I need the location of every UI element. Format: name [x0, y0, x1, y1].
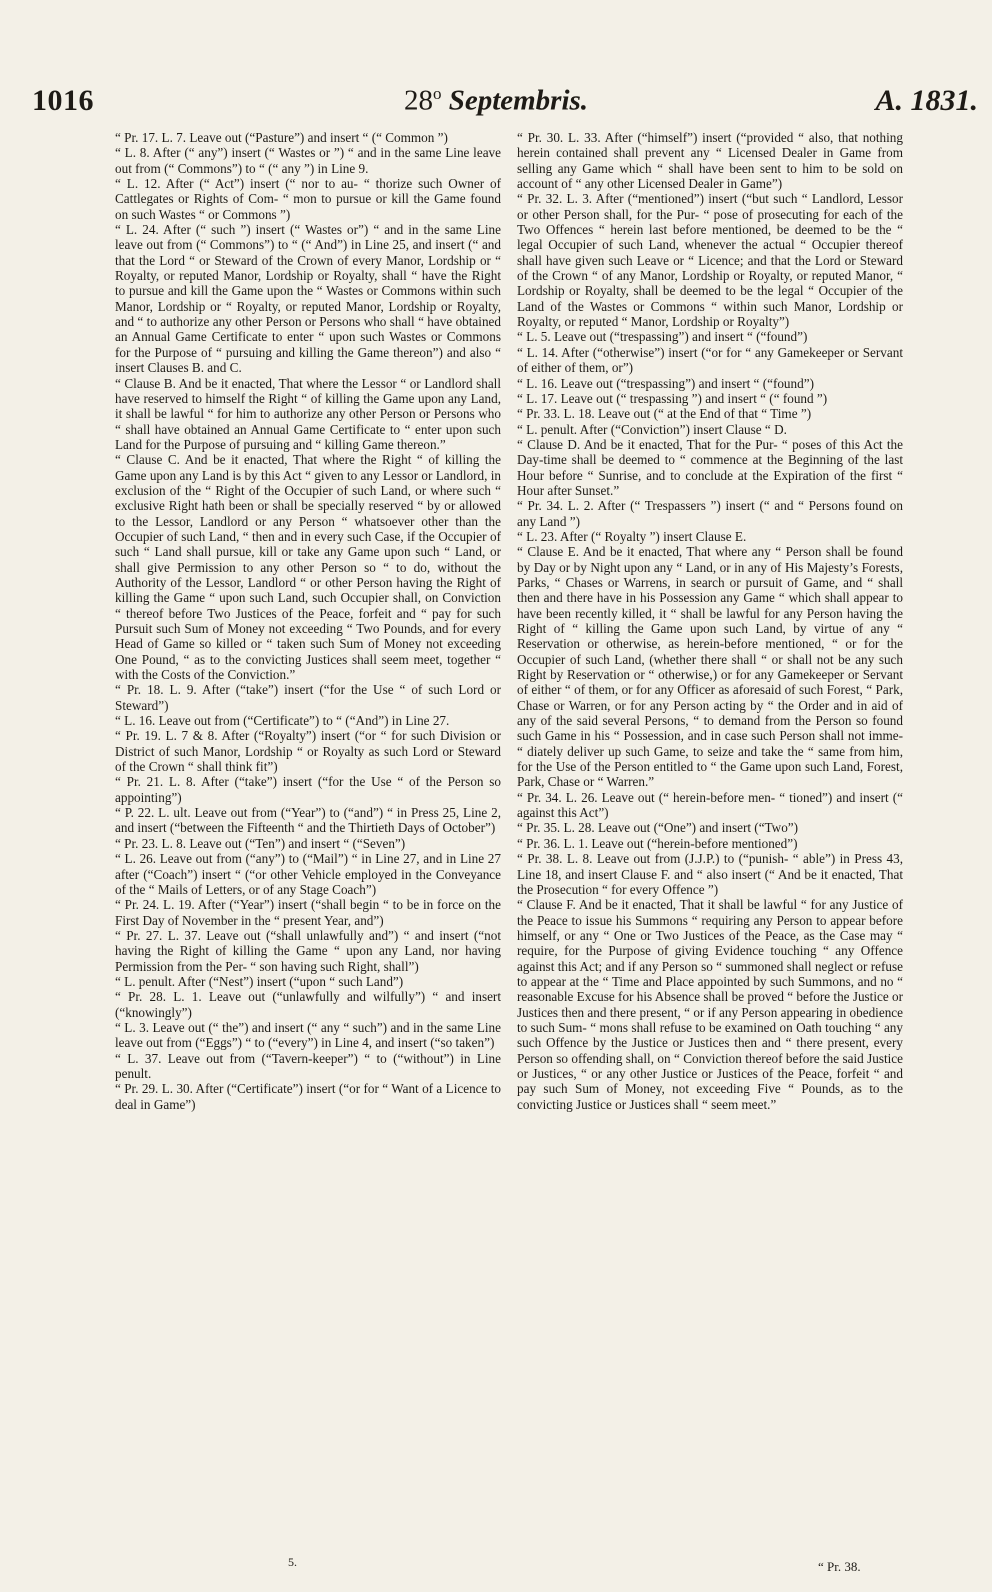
- paragraph: “ Clause C. And be it enacted, That where the Right “ of killing the Game upon any Land is by this Act “ given to any Lessor or Landlord, in exclusion of the “ Right of the Occupier of such Land, or where such “ exclusive Right hath been or shall be specially reserved “ by or allowed to the Lessor, Landlord or any Person “ whatsoever other than the Occupier of such Land, “ then and in every such Case, if the Occupier of such “ Land shall pursue, kill or take any Game upon such “ Land, or shall give Permission to any other Person so “ to do, without the Authority of the Lessor, Landlord “ or other Person having the Right of killing the Game “ upon such Land, such Occupier shall, on Conviction “ thereof before Two Justices of the Peace, forfeit and “ pay for such Pursuit such Sum of Money not exceeding “ Two Pounds, and for every Head of Game so killed or “ taken such Sum of Money not exceeding One Pound, “ as to the convicting Justices shall seem meet, together “ with the Costs of the Conviction.”: [115, 452, 501, 683]
- paragraph: “ L. 5. Leave out (“trespassing”) and insert “ (“found”): [517, 329, 808, 345]
- paragraph: “ L. 26. Leave out from (“any”) to (“Mail”) “ in Line 27, and in Line 27 after (“Coach”) insert “ (“or other Vehicle employed in the Conveyance of the “ Mails of Letters, or of any Stage Coach”): [115, 851, 501, 897]
- paragraph: “ L. 8. After (“ any”) insert (“ Wastes or ”) “ and in the same Line leave out from (“ Commons”) to “ (“ any ”) in Line 9.: [115, 145, 501, 176]
- title-degree: o: [432, 84, 442, 103]
- title-month: Septembris.: [448, 84, 589, 117]
- page-number: 1016: [32, 84, 94, 117]
- paragraph: “ Pr. 30. L. 33. After (“himself”) insert (“provided “ also, that nothing herein contained shall prevent any “ Licensed Dealer in Game from selling any Game which “ shall have been sent to him to be sold on account of “ any other Licensed Dealer in Game”): [517, 130, 903, 192]
- paragraph: “ P. 22. L. ult. Leave out from (“Year”) to (“and”) “ in Press 25, Line 2, and insert (“between the Fifteenth “ and the Thirtieth Days of October”): [115, 805, 501, 836]
- paragraph: “ L. 16. Leave out (“trespassing”) and insert “ (“found”): [517, 375, 814, 391]
- paragraph: “ Pr. 21. L. 8. After (“take”) insert (“for the Use “ of the Person so appointing”): [115, 774, 501, 805]
- right-column: [517, 130, 903, 1112]
- paragraph: “ Pr. 32. L. 3. After (“mentioned”) insert (“but such “ Landlord, Lessor or other Person shall, for the Pur- “ pose of prosecuting for each of the Two Offences “ herein last before mentioned, be deemed to be the “ legal Occupier of such Land, whenever the actual “ Occupier thereof shall have given such Leave or “ Licence; and that the Lord or Steward of the Crown “ of any Manor, Lordship or Royalty, or reputed Manor, “ Lordship or Royalty, shall be deemed to be the legal “ Occupier of the Land of the Wastes or Commons “ within such Manor, Lordship or Royalty, or reputed “ Manor, Lordship or Royalty”): [517, 191, 903, 330]
- paragraph: “ L. penult. After (“Conviction”) insert Clause “ D.: [517, 421, 787, 437]
- paragraph: “ Pr. 23. L. 8. Leave out (“Ten”) and insert “ (“Seven”): [115, 835, 406, 851]
- paragraph: “ Pr. 29. L. 30. After (“Certificate”) insert (“or for “ Want of a Licence to deal in Game”): [115, 1081, 501, 1112]
- paragraph: “ Clause B. And be it enacted, That where the Lessor “ or Landlord shall have reserved to himself the Right “ of killing the Game upon any Land, it shall be lawful “ for him to authorize any other Person or Persons who “ shall have obtained an Annual Game Certificate to “ enter upon such Land for the Purpose of pursuing and “ killing Game thereon.”: [115, 375, 501, 452]
- paragraph: “ Clause D. And be it enacted, That for the Pur- “ poses of this Act the Day-time shall be deemed to “ commence at the Beginning of the last Hour before “ Sunrise, and to conclude at the Expiration of the first “ Hour after Sunset.”: [517, 436, 903, 498]
- paragraph: “ Pr. 28. L. 1. Leave out (“unlawfully and wilfully”) “ and insert (“knowingly”): [115, 989, 501, 1020]
- paragraph: “ Pr. 36. L. 1. Leave out (“herein-before mentioned”): [517, 835, 798, 851]
- running-title: [0, 84, 992, 118]
- page-year: A. 1831.: [875, 84, 978, 117]
- paragraph: “ L. penult. After (“Nest”) insert (“upon “ such Land”): [115, 973, 404, 989]
- paragraph: “ L. 16. Leave out from (“Certificate”) to “ (“And”) in Line 27.: [115, 713, 450, 729]
- paragraph: “ Pr. 33. L. 18. Leave out (“ at the End of that “ Time ”): [517, 406, 812, 422]
- paragraph: “ Pr. 18. L. 9. After (“take”) insert (“for the Use “ of such Lord or Steward”): [115, 682, 501, 713]
- paragraph: “ L. 14. After (“otherwise”) insert (“or for “ any Gamekeeper or Servant of either of them, or”): [517, 344, 903, 376]
- paragraph: “ Pr. 19. L. 7 & 8. After (“Royalty”) insert (“or “ for such Division or District of such Manor, Lordship “ or Royalty as such Lord or Steward of the Crown “ shall think fit”): [115, 728, 501, 775]
- paragraph: “ L. 24. After (“ such ”) insert (“ Wastes or”) “ and in the same Line leave out from (“ Commons”) to “ (“ And”) in Line 25, and insert (“ and that the Lord “ or Steward of the Crown of every Manor, Lordship or “ Royalty, or reputed Manor, Lordship or Royalty, shall “ have the Right to pursue and kill the Game upon the “ Wastes or Commons within such Manor, Lordship or “ Royalty, or reputed Manor, Lordship or Royalty, and “ to authorize any other Person or Persons who shall “ have obtained an Annual Game Certificate to enter “ upon such Wastes or Commons for the Purpose of “ pursuing and killing the Game thereon”) and also “ insert Clauses B. and C.: [115, 222, 501, 376]
- paragraph: “ L. 37. Leave out from (“Tavern-keeper”) “ to (“without”) in Line penult.: [115, 1050, 501, 1081]
- paragraph: “ Pr. 38. L. 8. Leave out from (J.J.P.) to (“punish- “ able”) in Press 43, Line 18, and insert Clause F. and “ also insert (“ And be it enacted, That the Prosecution “ for every Offence ”): [517, 851, 903, 897]
- paragraph: “ Pr. 24. L. 19. After (“Year”) insert (“shall begin “ to be in force on the First Day of November in the “ present Year, and”): [115, 897, 501, 928]
- paragraph: “ L. 23. After (“ Royalty ”) insert Clause E.: [517, 528, 747, 544]
- page-header: [0, 84, 992, 124]
- paragraph: “ Pr. 35. L. 28. Leave out (“One”) and insert (“Two”): [517, 820, 799, 836]
- paragraph: “ L. 3. Leave out (“ the”) and insert (“ any “ such”) and in the same Line leave out from (“Eggs”) “ to (“every”) in Line 4, and insert (“so taken”): [115, 1019, 501, 1051]
- paragraph: “ Pr. 27. L. 37. Leave out (“shall unlawfully and”) “ and insert (“not having the Right of killing the Game “ upon any Land, nor having Permission from the Per- “ son having such Right, shall”): [115, 927, 501, 974]
- signature-mark: 5.: [288, 1555, 297, 1569]
- paragraph: “ Clause F. And be it enacted, That it shall be lawful “ for any Justice of the Peace to issue his Summons “ requiring any Person to appear before himself, or any “ One or Two Justices of the Peace, as the Case may “ require, for the Purpose of giving Evidence touching “ any Offence against this Act; and if any Person so “ summoned shall neglect or refuse to appear at the “ Time and Place appointed by such Summons, and no “ reasonable Excuse for his Absence shall be proved “ before the Justice or Justices then and there present, “ or if any Person appearing in obedience to such Sum- “ mons shall refuse to be examined on Oath touching “ any such Offence by the Justice or Justices then and “ there present, every Person so offending shall, on “ Conviction thereof before the said Justice or Justices, “ or any other Justice or Justices of the Peace, forfeit “ and pay such Sum of Money, not exceeding Five “ Pounds, as to the convicting Justice or Justices shall “ seem meet.”: [517, 897, 903, 1112]
- paragraph: “ Clause E. And be it enacted, That where any “ Person shall be found by Day or by Night upon any “ Land, or in any of His Majesty’s Forests, Parks, “ Chases or Warrens, in search or pursuit of Game, and “ shall then and there have in his Possession any Game “ which shall appear to have been recently killed, it “ shall be lawful for any Person having the Right of “ killing the Game upon such Land, by virtue of any “ Reservation or otherwise, as herein-before mentioned, “ or for the Occupier of such Land, (whether there shall “ or shall not be any such Right by Reservation or “ otherwise,) or for any Gamekeeper or Servant of either “ of them, or for any Officer as aforesaid of such Forest, “ Park, Chase or Warren, or for any Person acting by “ the Order and in aid of any of the said several Persons, “ to demand from the Person so found such Game in his “ Possession, and in case such Person shall not imme- “ diately deliver up such Game, to seize and take the “ same from him, for the Use of the Person entitled to “ the Game upon such Land, Forest, Park, Chase or “ Warren.”: [517, 544, 903, 790]
- paragraph: “ L. 12. After (“ Act”) insert (“ nor to au- “ thorize such Owner of Cattlegates or Rights of Com- “ mon to pursue or kill the Game found on such Wastes “ or Commons ”): [115, 176, 501, 222]
- paragraph: “ Pr. 17. L. 7. Leave out (“Pasture”) and insert “ (“ Common ”): [115, 130, 448, 145]
- title-day: 28: [403, 84, 433, 117]
- paragraph: “ Pr. 34. L. 26. Leave out (“ herein-before men- “ tioned”) and insert (“ against this Act”): [517, 789, 903, 821]
- paragraph: “ L. 17. Leave out (“ trespassing ”) and insert “ (“ found ”): [517, 390, 828, 406]
- left-column: [115, 130, 501, 1112]
- catchword: “ Pr. 38.: [818, 1559, 861, 1574]
- paragraph: “ Pr. 34. L. 2. After (“ Trespassers ”) insert (“ and “ Persons found on any Land ”): [517, 498, 903, 529]
